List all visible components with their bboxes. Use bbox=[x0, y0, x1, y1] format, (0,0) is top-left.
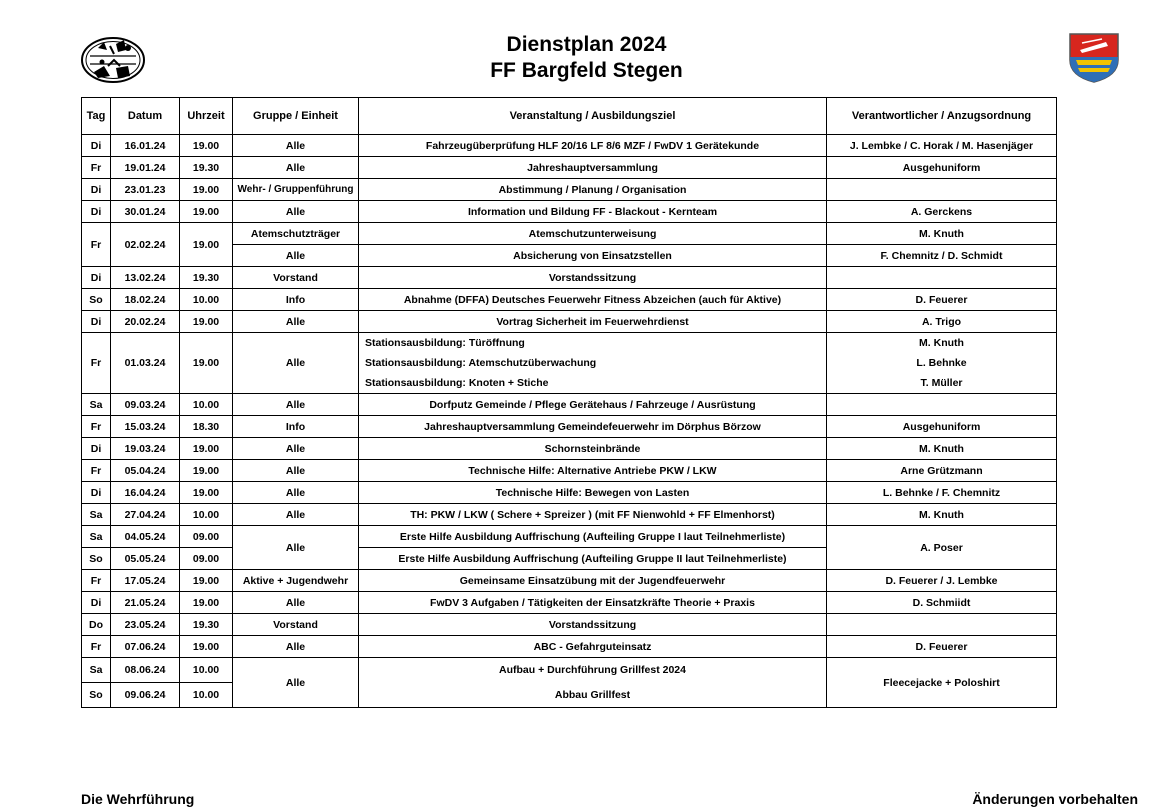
cell-verantwortlich: Fleecejacke + Poloshirt bbox=[827, 658, 1057, 708]
cell-datum: 23.05.24 bbox=[111, 614, 180, 636]
cell-uhrzeit: 19.00 bbox=[180, 570, 233, 592]
table-row bbox=[82, 179, 1057, 201]
cell-veranstaltung: Information und Bildung FF - Blackout - Kernteam bbox=[359, 201, 827, 223]
table-row bbox=[82, 157, 1057, 179]
cell-uhrzeit: 19.30 bbox=[180, 157, 233, 179]
cell-tag: Fr bbox=[82, 223, 111, 267]
cell-datum: 18.02.24 bbox=[111, 289, 180, 311]
table-row bbox=[82, 570, 1057, 592]
cell-datum: 09.03.24 bbox=[111, 394, 180, 416]
cell-uhrzeit: 19.00 bbox=[180, 223, 233, 267]
cell-gruppe: Alle bbox=[233, 394, 359, 416]
cell-datum: 19.03.24 bbox=[111, 438, 180, 460]
cell-tag: So bbox=[82, 289, 111, 311]
cell-verantwortlich: D. Schmiidt bbox=[827, 592, 1057, 614]
cell-gruppe: Info bbox=[233, 289, 359, 311]
cell-verantwortlich: M. Knuth bbox=[827, 438, 1057, 460]
cell-datum: 30.01.24 bbox=[111, 201, 180, 223]
table-row bbox=[82, 267, 1057, 289]
cell-datum: 27.04.24 bbox=[111, 504, 180, 526]
cell-gruppe: Alle bbox=[233, 460, 359, 482]
cell-veranstaltung: Erste Hilfe Ausbildung Auffrischung (Aufteiling Gruppe II laut Teilnehmerliste) bbox=[359, 548, 827, 570]
cell-uhrzeit: 19.30 bbox=[180, 614, 233, 636]
cell-uhrzeit: 10.00 bbox=[180, 394, 233, 416]
cell-gruppe: Aktive + Jugendwehr bbox=[233, 570, 359, 592]
cell-datum: 16.01.24 bbox=[111, 135, 180, 157]
cell-uhrzeit: 09.00 bbox=[180, 548, 233, 570]
cell-uhrzeit: 10.00 bbox=[180, 504, 233, 526]
table-row bbox=[82, 526, 1057, 548]
cell-veranstaltung: Stationsausbildung: Türöffnung bbox=[359, 333, 827, 354]
cell-tag: Sa bbox=[82, 526, 111, 548]
column-header: Verantwortlicher / Anzugsordnung bbox=[827, 98, 1057, 135]
cell-verantwortlich: T. Müller bbox=[827, 373, 1057, 394]
cell-verantwortlich: A. Poser bbox=[827, 526, 1057, 570]
cell-tag: Fr bbox=[82, 416, 111, 438]
cell-datum: 21.05.24 bbox=[111, 592, 180, 614]
cell-tag: Di bbox=[82, 592, 111, 614]
cell-uhrzeit: 19.30 bbox=[180, 267, 233, 289]
cell-veranstaltung: Dorfputz Gemeinde / Pflege Gerätehaus / Fahrzeuge / Ausrüstung bbox=[359, 394, 827, 416]
cell-tag: Di bbox=[82, 267, 111, 289]
table-row bbox=[82, 636, 1057, 658]
cell-veranstaltung: Gemeinsame Einsatzübung mit der Jugendfeuerwehr bbox=[359, 570, 827, 592]
cell-uhrzeit: 19.00 bbox=[180, 311, 233, 333]
cell-uhrzeit: 19.00 bbox=[180, 460, 233, 482]
cell-tag: Do bbox=[82, 614, 111, 636]
cell-datum: 13.02.24 bbox=[111, 267, 180, 289]
cell-verantwortlich bbox=[827, 267, 1057, 289]
cell-gruppe: Alle bbox=[233, 438, 359, 460]
cell-veranstaltung: Stationsausbildung: Atemschutzüberwachung bbox=[359, 353, 827, 373]
cell-gruppe: Alle bbox=[233, 135, 359, 157]
cell-tag: Fr bbox=[82, 636, 111, 658]
cell-verantwortlich: M. Knuth bbox=[827, 223, 1057, 245]
cell-verantwortlich: J. Lembke / C. Horak / M. Hasenjäger bbox=[827, 135, 1057, 157]
cell-verantwortlich: F. Chemnitz / D. Schmidt bbox=[827, 245, 1057, 267]
cell-veranstaltung: Absicherung von Einsatzstellen bbox=[359, 245, 827, 267]
table-row bbox=[82, 438, 1057, 460]
cell-uhrzeit: 19.00 bbox=[180, 636, 233, 658]
cell-gruppe: Alle bbox=[233, 526, 359, 570]
cell-veranstaltung: TH: PKW / LKW ( Schere + Spreizer ) (mit FF Nienwohld + FF Elmenhorst) bbox=[359, 504, 827, 526]
cell-veranstaltung: Aufbau + Durchführung Grillfest 2024 bbox=[359, 658, 827, 683]
table-row bbox=[82, 482, 1057, 504]
document-title: Dienstplan 2024 bbox=[506, 33, 667, 56]
cell-uhrzeit: 10.00 bbox=[180, 289, 233, 311]
cell-veranstaltung: Vortrag Sicherheit im Feuerwehrdienst bbox=[359, 311, 827, 333]
cell-tag: Fr bbox=[82, 333, 111, 394]
cell-tag: Sa bbox=[82, 658, 111, 683]
cell-uhrzeit: 19.00 bbox=[180, 135, 233, 157]
cell-gruppe: Atemschutzträger bbox=[233, 223, 359, 245]
cell-veranstaltung: Vorstandssitzung bbox=[359, 267, 827, 289]
cell-verantwortlich: Ausgehuniform bbox=[827, 416, 1057, 438]
cell-datum: 20.02.24 bbox=[111, 311, 180, 333]
footer-disclaimer: Änderungen vorbehalten bbox=[972, 791, 1138, 807]
table-row bbox=[82, 223, 1057, 245]
cell-veranstaltung: Jahreshauptversammlung bbox=[359, 157, 827, 179]
cell-tag: So bbox=[82, 548, 111, 570]
cell-datum: 02.02.24 bbox=[111, 223, 180, 267]
cell-uhrzeit: 19.00 bbox=[180, 333, 233, 394]
column-header: Gruppe / Einheit bbox=[233, 98, 359, 135]
table-row bbox=[82, 658, 1057, 683]
column-header: Uhrzeit bbox=[180, 98, 233, 135]
cell-veranstaltung: Vorstandssitzung bbox=[359, 614, 827, 636]
table-row bbox=[82, 394, 1057, 416]
cell-gruppe: Alle bbox=[233, 482, 359, 504]
cell-veranstaltung: Fahrzeugüberprüfung HLF 20/16 LF 8/6 MZF / FwDV 1 Gerätekunde bbox=[359, 135, 827, 157]
cell-datum: 04.05.24 bbox=[111, 526, 180, 548]
cell-gruppe: Alle bbox=[233, 504, 359, 526]
cell-datum: 07.06.24 bbox=[111, 636, 180, 658]
cell-tag: Fr bbox=[82, 570, 111, 592]
cell-veranstaltung: Stationsausbildung: Knoten + Stiche bbox=[359, 373, 827, 394]
cell-verantwortlich: Ausgehuniform bbox=[827, 157, 1057, 179]
cell-uhrzeit: 19.00 bbox=[180, 592, 233, 614]
cell-verantwortlich: L. Behnke / F. Chemnitz bbox=[827, 482, 1057, 504]
cell-verantwortlich bbox=[827, 394, 1057, 416]
column-header: Tag bbox=[82, 98, 111, 135]
cell-verantwortlich: A. Trigo bbox=[827, 311, 1057, 333]
table-row bbox=[82, 135, 1057, 157]
cell-uhrzeit: 09.00 bbox=[180, 526, 233, 548]
table-row bbox=[82, 460, 1057, 482]
column-header: Veranstaltung / Ausbildungsziel bbox=[359, 98, 827, 135]
cell-gruppe: Vorstand bbox=[233, 267, 359, 289]
cell-veranstaltung: Jahreshauptversammlung Gemeindefeuerwehr im Dörphus Börzow bbox=[359, 416, 827, 438]
table-row bbox=[82, 592, 1057, 614]
cell-veranstaltung: Erste Hilfe Ausbildung Auffrischung (Aufteiling Gruppe I laut Teilnehmerliste) bbox=[359, 526, 827, 548]
cell-verantwortlich bbox=[827, 614, 1057, 636]
cell-uhrzeit: 10.00 bbox=[180, 658, 233, 683]
cell-tag: Di bbox=[82, 201, 111, 223]
cell-uhrzeit: 19.00 bbox=[180, 201, 233, 223]
table-header-row bbox=[82, 98, 1057, 135]
cell-tag: Di bbox=[82, 482, 111, 504]
cell-datum: 09.06.24 bbox=[111, 683, 180, 708]
cell-datum: 19.01.24 bbox=[111, 157, 180, 179]
cell-verantwortlich: L. Behnke bbox=[827, 353, 1057, 373]
cell-verantwortlich: D. Feuerer bbox=[827, 636, 1057, 658]
cell-datum: 15.03.24 bbox=[111, 416, 180, 438]
cell-uhrzeit: 18.30 bbox=[180, 416, 233, 438]
cell-datum: 05.05.24 bbox=[111, 548, 180, 570]
cell-tag: Di bbox=[82, 135, 111, 157]
duty-schedule-table bbox=[81, 97, 1057, 708]
cell-veranstaltung: FwDV 3 Aufgaben / Tätigkeiten der Einsatzkräfte Theorie + Praxis bbox=[359, 592, 827, 614]
table-row bbox=[82, 289, 1057, 311]
cell-datum: 16.04.24 bbox=[111, 482, 180, 504]
cell-datum: 01.03.24 bbox=[111, 333, 180, 394]
cell-veranstaltung: Technische Hilfe: Alternative Antriebe PKW / LKW bbox=[359, 460, 827, 482]
cell-verantwortlich bbox=[827, 179, 1057, 201]
cell-gruppe: Alle bbox=[233, 201, 359, 223]
cell-veranstaltung: Abnahme (DFFA) Deutsches Feuerwehr Fitness Abzeichen (auch für Aktive) bbox=[359, 289, 827, 311]
cell-verantwortlich: D. Feuerer bbox=[827, 289, 1057, 311]
cell-tag: Di bbox=[82, 179, 111, 201]
cell-veranstaltung: ABC - Gefahrguteinsatz bbox=[359, 636, 827, 658]
cell-gruppe: Wehr- / Gruppenführung bbox=[233, 179, 359, 201]
cell-verantwortlich: M. Knuth bbox=[827, 333, 1057, 354]
cell-uhrzeit: 19.00 bbox=[180, 482, 233, 504]
cell-tag: Fr bbox=[82, 460, 111, 482]
cell-verantwortlich: D. Feuerer / J. Lembke bbox=[827, 570, 1057, 592]
cell-gruppe: Info bbox=[233, 416, 359, 438]
cell-tag: Fr bbox=[82, 157, 111, 179]
cell-tag: Di bbox=[82, 438, 111, 460]
cell-verantwortlich: A. Gerckens bbox=[827, 201, 1057, 223]
cell-gruppe: Alle bbox=[233, 636, 359, 658]
cell-veranstaltung: Technische Hilfe: Bewegen von Lasten bbox=[359, 482, 827, 504]
cell-tag: Sa bbox=[82, 394, 111, 416]
cell-uhrzeit: 19.00 bbox=[180, 179, 233, 201]
cell-verantwortlich: M. Knuth bbox=[827, 504, 1057, 526]
cell-gruppe: Alle bbox=[233, 658, 359, 708]
cell-gruppe: Alle bbox=[233, 592, 359, 614]
organization-name: FF Bargfeld Stegen bbox=[490, 59, 683, 82]
cell-tag: So bbox=[82, 683, 111, 708]
cell-datum: 23.01.23 bbox=[111, 179, 180, 201]
cell-datum: 08.06.24 bbox=[111, 658, 180, 683]
cell-veranstaltung: Abstimmung / Planung / Organisation bbox=[359, 179, 827, 201]
cell-gruppe: Alle bbox=[233, 245, 359, 267]
column-header: Datum bbox=[111, 98, 180, 135]
cell-verantwortlich: Arne Grützmann bbox=[827, 460, 1057, 482]
cell-veranstaltung: Abbau Grillfest bbox=[359, 683, 827, 708]
table-row bbox=[82, 311, 1057, 333]
cell-uhrzeit: 19.00 bbox=[180, 438, 233, 460]
cell-veranstaltung: Atemschutzunterweisung bbox=[359, 223, 827, 245]
cell-datum: 17.05.24 bbox=[111, 570, 180, 592]
cell-gruppe: Alle bbox=[233, 311, 359, 333]
cell-datum: 05.04.24 bbox=[111, 460, 180, 482]
footer-signature: Die Wehrführung bbox=[81, 791, 195, 807]
table-row bbox=[82, 614, 1057, 636]
table-row bbox=[82, 201, 1057, 223]
cell-gruppe: Vorstand bbox=[233, 614, 359, 636]
table-row bbox=[82, 504, 1057, 526]
cell-uhrzeit: 10.00 bbox=[180, 683, 233, 708]
table-row bbox=[82, 416, 1057, 438]
table-row bbox=[82, 333, 1057, 354]
cell-tag: Di bbox=[82, 311, 111, 333]
cell-gruppe: Alle bbox=[233, 333, 359, 394]
cell-veranstaltung: Schornsteinbrände bbox=[359, 438, 827, 460]
cell-gruppe: Alle bbox=[233, 157, 359, 179]
cell-tag: Sa bbox=[82, 504, 111, 526]
